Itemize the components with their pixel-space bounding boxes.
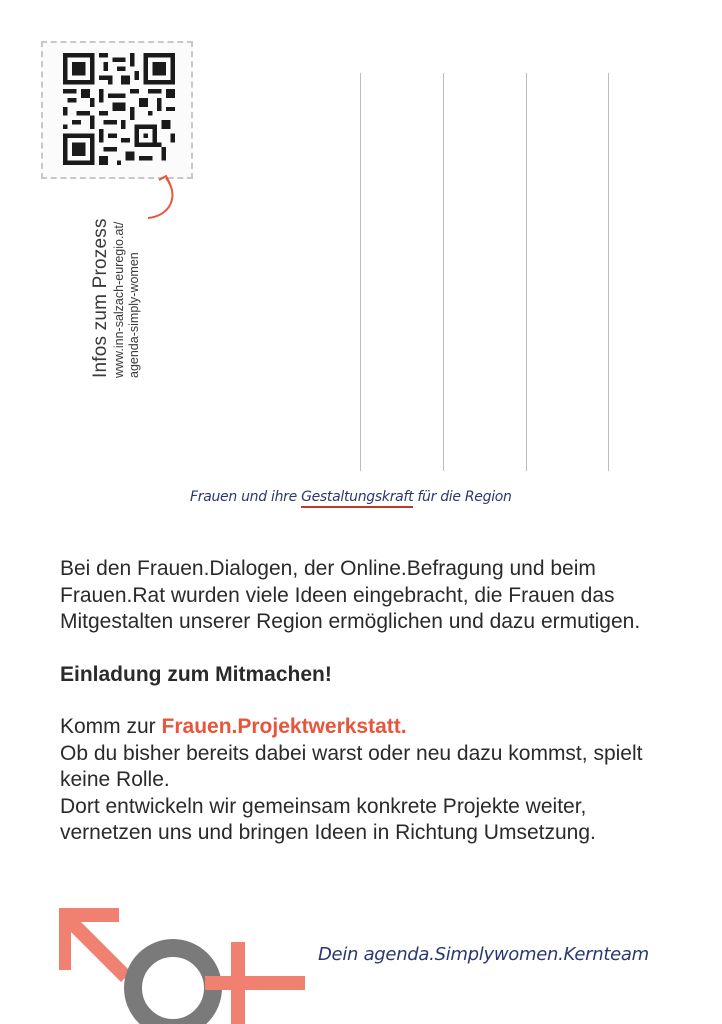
arrow-up-left-icon	[59, 908, 131, 982]
invite-prefix: Komm zur	[60, 715, 162, 738]
address-line	[443, 73, 444, 471]
participation-note: Ob du bisher bereits dabei warst oder neu dazu kommst, spielt keine Rolle.	[60, 741, 643, 791]
invite-line	[60, 714, 680, 741]
tagline-underlined: Gestaltungskraft	[301, 489, 413, 508]
qr-code-icon[interactable]	[63, 53, 175, 165]
tagline	[190, 489, 512, 505]
invitation-heading: Einladung zum Mitmachen!	[60, 662, 332, 686]
qr-stamp	[41, 41, 193, 179]
tagline-before: Frauen und ihre	[190, 489, 302, 505]
plus-icon	[205, 942, 305, 1024]
intro-paragraph: Bei den Frauen.Dialogen, der Online.Befragung und beim Frauen.Rat wurden viele Ideen eingebracht, die Frauen das Mitgestalten unserer Region ermöglichen und dazu ermutigen.	[60, 557, 641, 633]
side-info-title: Infos zum Prozess	[90, 218, 111, 378]
side-info	[90, 218, 142, 378]
side-info-url-line1[interactable]: www.inn-salzach-euregio.at/	[112, 221, 126, 378]
invite-highlight: Frauen.Projektwerkstatt.	[161, 715, 407, 738]
workshop-description: Dort entwickeln wir gemeinsam konkrete Projekte weiter, vernetzen uns und bringen Ideen in Richtung Umsetzung.	[60, 794, 596, 844]
side-info-url-line2[interactable]: agenda-simply-women	[127, 252, 141, 378]
signoff: Dein agenda.Simplywomen.Kernteam	[318, 944, 649, 965]
address-line	[608, 73, 609, 471]
address-line	[360, 73, 361, 471]
gender-symbols-logo	[55, 900, 315, 1024]
circle-icon	[133, 948, 213, 1024]
curved-arrow-icon	[140, 168, 190, 228]
address-line	[526, 73, 527, 471]
body-text	[60, 556, 680, 847]
tagline-after: für die Region	[413, 489, 512, 505]
